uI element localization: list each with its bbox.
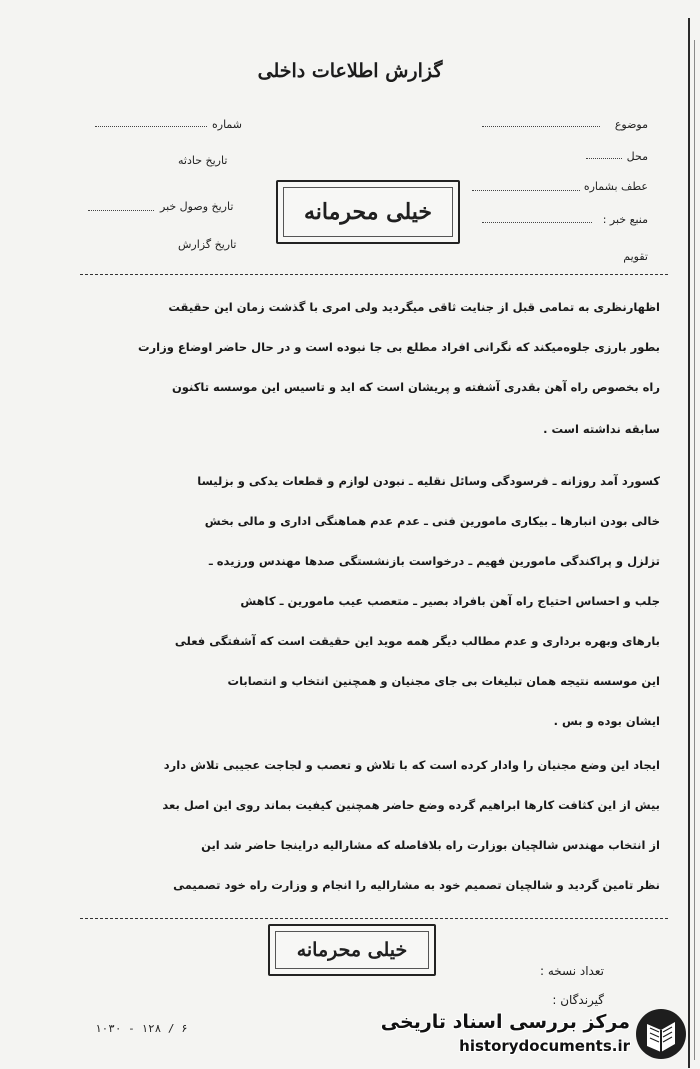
text-line: بارهای وبهره برداری و عدم مطالب دیگر همه موید این حقیقت است که آشفتگی فعلی xyxy=(174,634,660,648)
recipients-label: گیرندگان : xyxy=(552,993,604,1007)
confidential-stamp-top: خیلی محرمانه xyxy=(276,180,460,244)
header-separator xyxy=(80,274,668,275)
document-number: ۱۰۳۰ - ۱۲۸ / ۶ xyxy=(95,1022,188,1035)
watermark-org-name: مرکز بررسی اسناد تاریخی xyxy=(380,1011,630,1033)
field-reference-line xyxy=(472,190,580,191)
document-title: گزارش اطلاعات داخلی xyxy=(257,60,443,82)
text-line: ایشان بوده و بس . xyxy=(553,714,660,728)
text-line: از انتخاب مهندس شالچیان بوزارت راه بلافاصله که مشارالیه دراینجا حاضر شد این xyxy=(201,838,660,852)
text-line: نظر تامین گردید و شالچیان تصمیم خود به مشارالیه را انجام و وزارت راه خود تصمیمی xyxy=(173,878,660,892)
field-source-label: منبع خبر : xyxy=(602,213,648,226)
field-location-line xyxy=(586,158,622,159)
body-paragraph-1 xyxy=(60,300,660,436)
field-report-date-label: تاریخ گزارش xyxy=(178,238,237,251)
field-incident-date-label: تاریخ حادثه xyxy=(178,154,228,167)
text-line: اظهارنظری به تمامی قبل از جنایت ثاقی میگردید ولی امری با گذشت زمان این حقیقت xyxy=(168,300,660,314)
text-line: این موسسه نتیجه همان تبلیغات بی جای مجنیان و همچنین انتخاب و انتصابات xyxy=(227,674,660,688)
field-receipt-date-line xyxy=(88,210,154,211)
field-subject-label: موضوع xyxy=(614,118,648,131)
text-line: بطور بارزی جلوه‌میکند که نگرانی افراد مطلع بی جا نبوده است و در حال حاضر اوضاع وزارت xyxy=(138,340,660,354)
text-line: جلب و احساس احتیاج راه آهن بافراد بصیر ـ متعصب عیب مامورین ـ کاهش xyxy=(240,594,660,608)
page-edge-line xyxy=(688,18,690,1068)
text-line: کسورد آمد روزانه ـ فرسودگی وسائل نقلیه ـ نبودن لوازم و قطعات یدکی و بزلیسا xyxy=(197,474,660,488)
text-line: سابقه نداشته است . xyxy=(543,422,660,436)
footer-separator xyxy=(80,918,668,919)
body-paragraph-2 xyxy=(60,474,660,734)
copies-label: تعداد نسخه : xyxy=(539,964,604,978)
confidential-stamp-bottom: خیلی محرمانه xyxy=(268,924,436,976)
text-line: تزلزل و پراکندگی مامورین فهیم ـ درخواست بازنشستگی صدها مهندس ورزیده ـ xyxy=(208,554,660,568)
book-logo-icon xyxy=(634,1006,688,1062)
field-subject-line xyxy=(482,126,600,127)
field-receipt-date-label: تاریخ وصول خبر xyxy=(160,200,234,213)
field-source-line xyxy=(482,222,592,223)
field-reference-label: عطف بشماره xyxy=(583,180,648,193)
archive-watermark xyxy=(380,1004,688,1064)
text-line: ایجاد این وضع مجنیان را وادار کرده است که با تلاش و تعصب و لجاجت عجیبی تلاش دارد xyxy=(163,758,660,772)
watermark-url: historydocuments.ir xyxy=(459,1037,630,1055)
page-edge-line-secondary xyxy=(694,40,695,1060)
text-line: بیش از این کثافت کارها ابراهیم گرده وضع حاضر همچنین کیفیت بماند روی این اصل بعد xyxy=(162,798,660,812)
field-number-line xyxy=(95,126,207,127)
text-line: راه بخصوص راه آهن بقدری آشفته و پریشان است که اید و تاسیس این موسسه تاکنون xyxy=(171,380,660,394)
body-paragraph-3 xyxy=(60,758,660,898)
field-number-label: شماره xyxy=(212,118,243,131)
field-location-label: محل xyxy=(626,150,648,163)
text-line: خالی بودن انبارها ـ بیکاری مامورین فنی ـ عدم عدم هماهنگی اداری و مالی بخش xyxy=(204,514,660,528)
field-calendar-label: تقویم xyxy=(623,250,648,263)
